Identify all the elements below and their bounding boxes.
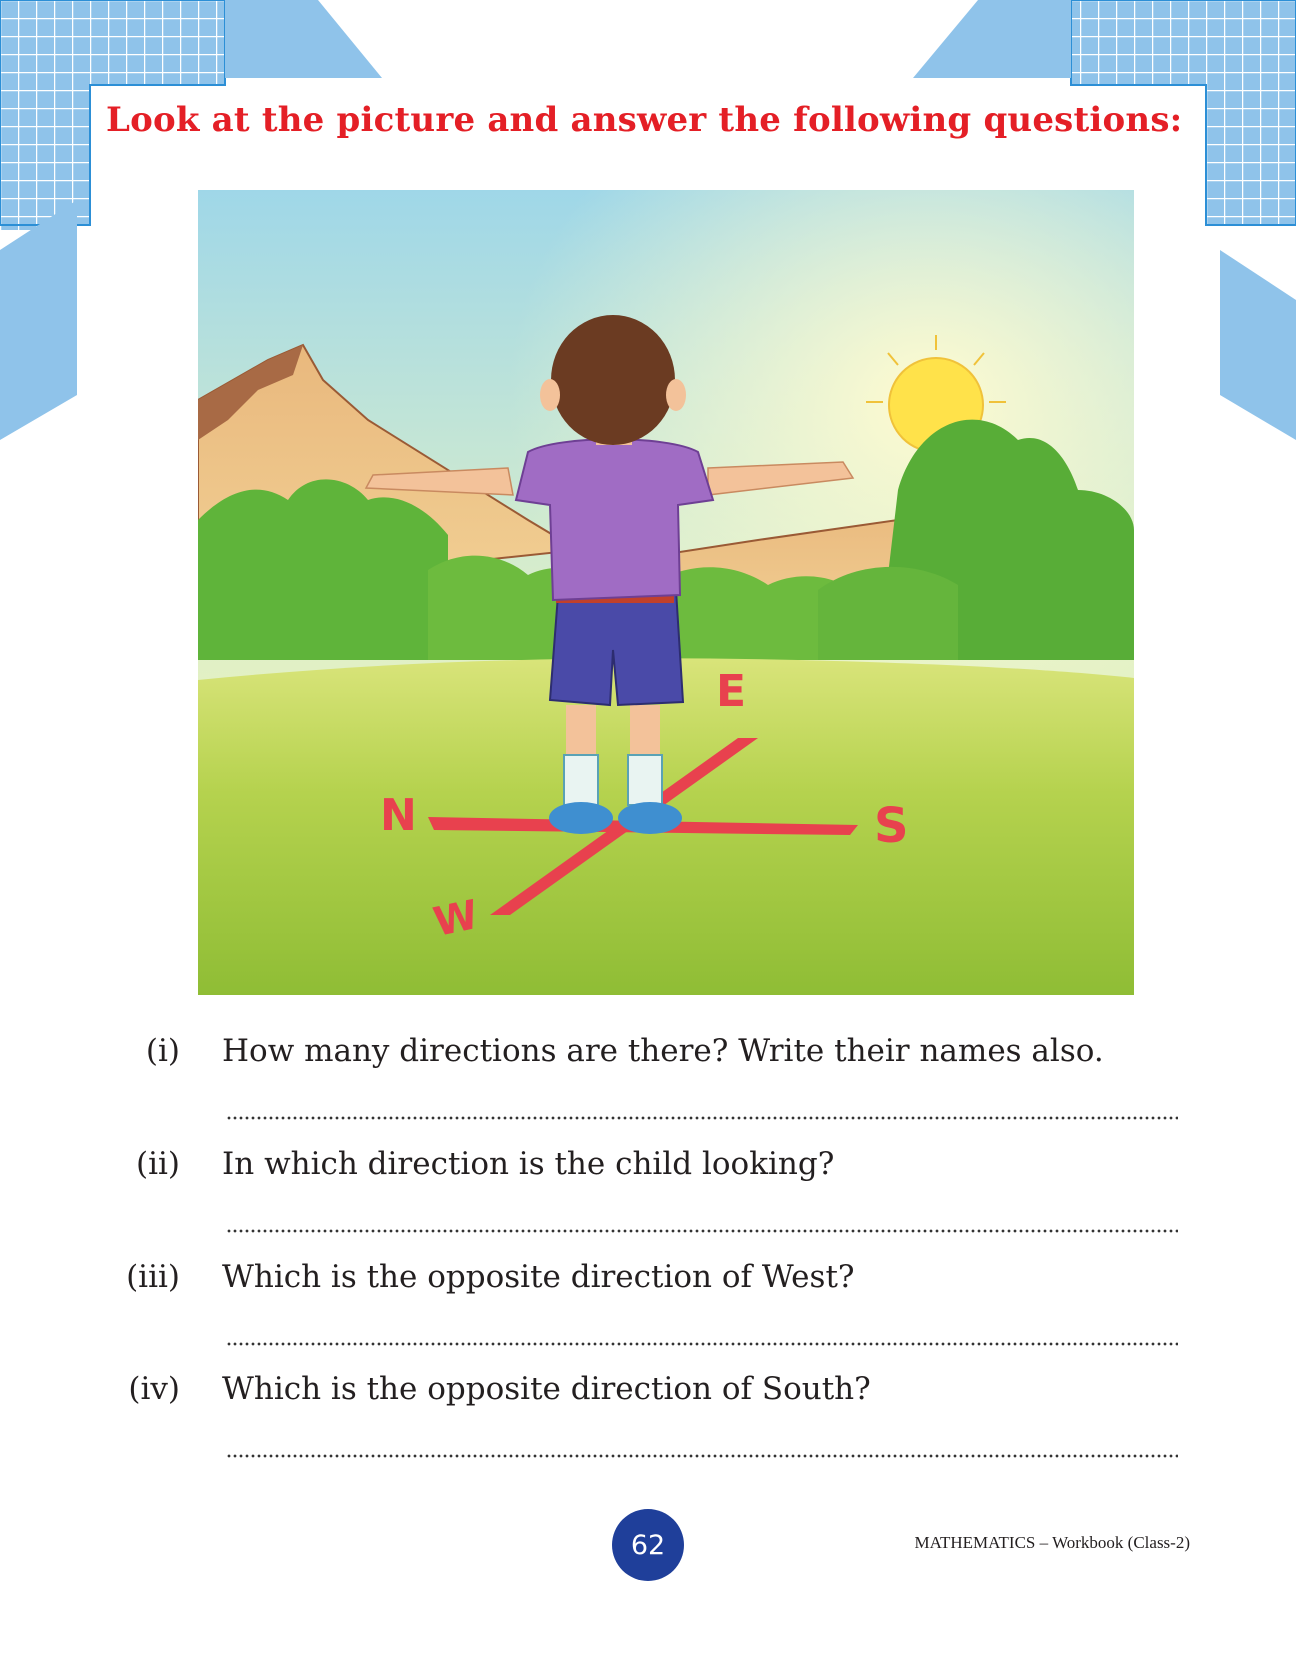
question-text: Which is the opposite direction of South? bbox=[222, 1371, 871, 1407]
label-west: W bbox=[429, 891, 483, 947]
book-title: MATHEMATICS – Workbook (Class-2) bbox=[914, 1533, 1190, 1552]
label-south: S bbox=[874, 798, 909, 854]
page-heading: Look at the picture and answer the following questions: bbox=[106, 100, 1183, 140]
question-number: (i) bbox=[145, 1033, 180, 1069]
question-text: How many directions are there? Write their names also. bbox=[222, 1033, 1104, 1069]
directions-illustration bbox=[198, 190, 1134, 995]
answer-line[interactable] bbox=[226, 1454, 1178, 1458]
label-east: E bbox=[716, 666, 747, 717]
answer-line[interactable] bbox=[226, 1342, 1178, 1346]
answer-line[interactable] bbox=[226, 1229, 1178, 1233]
question-text: Which is the opposite direction of West? bbox=[222, 1259, 855, 1295]
question-text: In which direction is the child looking? bbox=[222, 1146, 835, 1182]
page-number: 62 bbox=[612, 1509, 684, 1581]
label-north: N bbox=[380, 790, 417, 841]
question-number: (iii) bbox=[126, 1259, 180, 1295]
question-number: (ii) bbox=[135, 1146, 180, 1182]
question-number: (iv) bbox=[128, 1371, 180, 1407]
answer-line[interactable] bbox=[226, 1116, 1178, 1120]
